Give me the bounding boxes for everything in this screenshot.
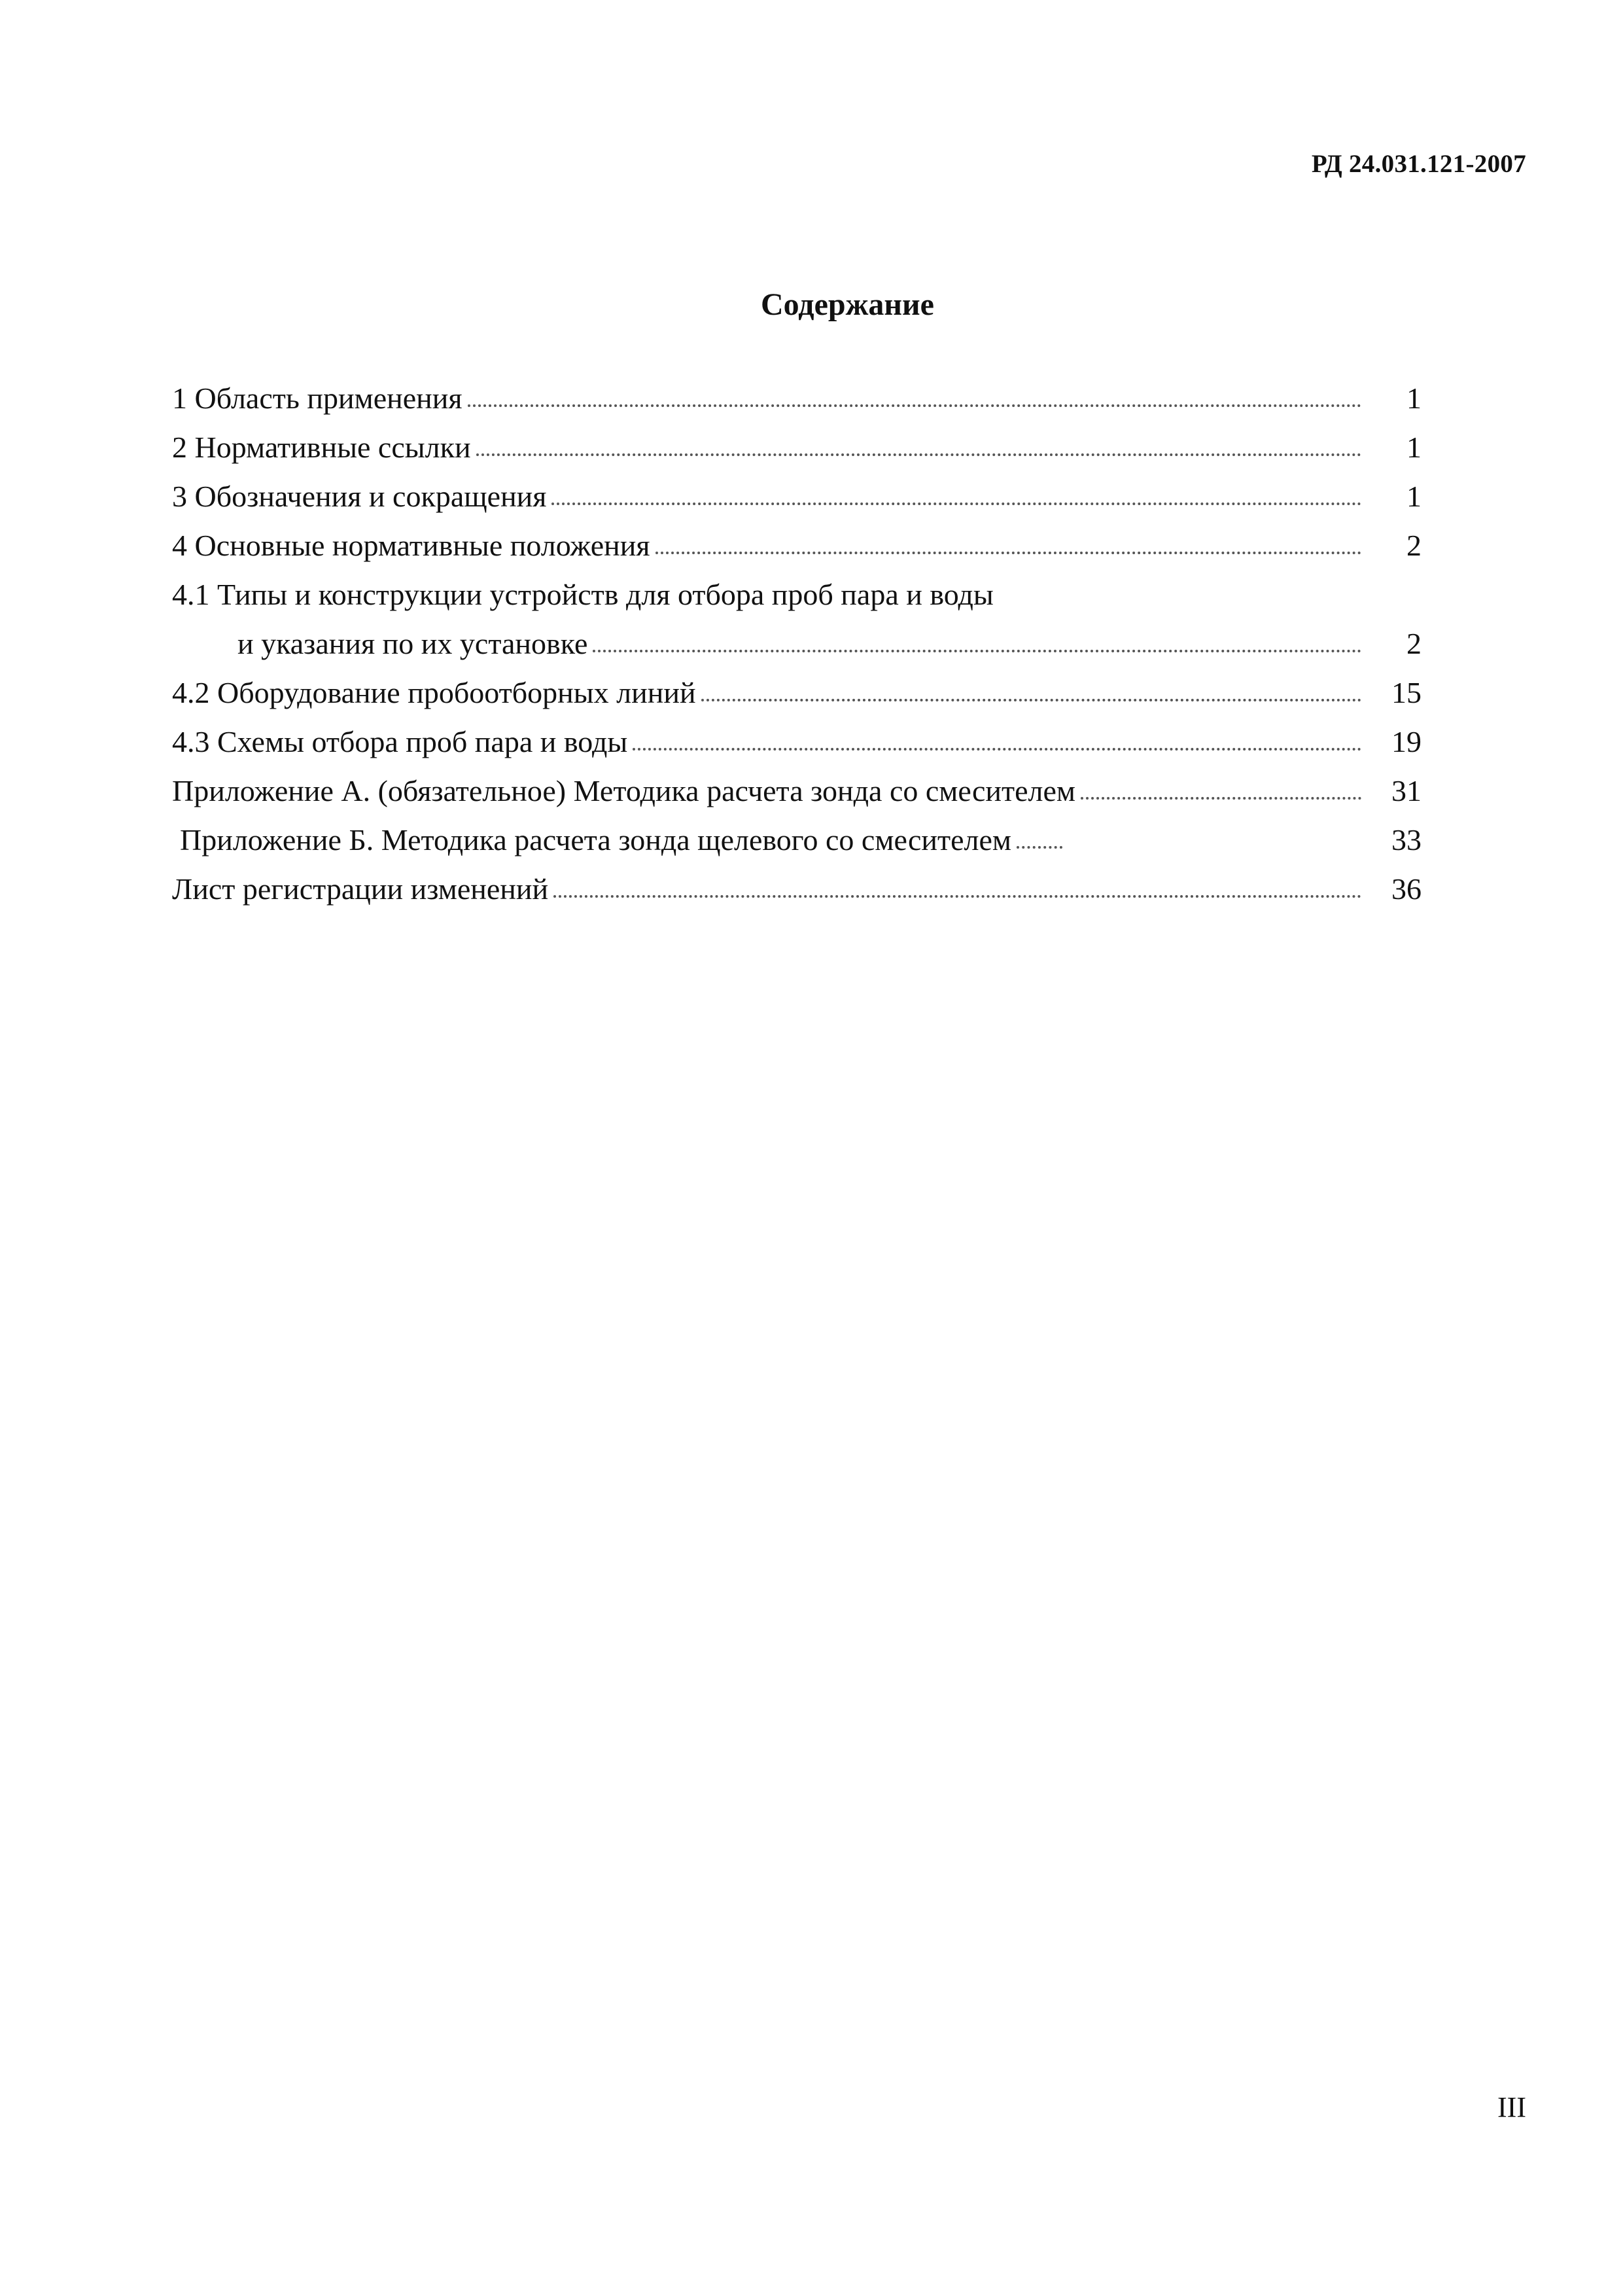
toc-entry-page: 1 — [1406, 480, 1422, 513]
page-number: III — [1497, 2091, 1526, 2123]
toc-entry-page: 2 — [1406, 627, 1422, 660]
toc-entry[interactable] — [172, 465, 1422, 514]
dot-leader — [593, 650, 1361, 652]
toc-entry[interactable] — [172, 661, 1422, 710]
toc-entry-label: 3 Обозначения и сокращения — [172, 480, 547, 513]
dot-leader — [655, 552, 1361, 554]
toc-entry[interactable] — [172, 514, 1422, 563]
toc-entry[interactable] — [172, 759, 1422, 808]
toc-entry[interactable] — [172, 563, 1422, 612]
toc-entry-label: 4.3 Схемы отбора проб пара и воды — [172, 725, 628, 758]
toc-entry-label: 4.1 Типы и конструкции устройств для отбора проб пара и воды — [172, 578, 994, 611]
toc-title: Содержание — [761, 287, 934, 322]
toc-entry-label: 4.2 Оборудование пробоотборных линий — [172, 676, 696, 709]
toc-entry-label: и указания по их установке — [237, 627, 588, 660]
toc-entry-label: 4 Основные нормативные положения — [172, 529, 650, 562]
toc-entry-page: 1 — [1406, 431, 1422, 464]
toc-entry-label: 1 Область применения — [172, 381, 462, 415]
toc-entry[interactable] — [172, 710, 1422, 759]
toc-entry-page: 31 — [1391, 774, 1422, 807]
toc-entry-label: Приложение Б. Методика расчета зонда щелевого со смесителем — [180, 823, 1012, 857]
toc-entry-label: 2 Нормативные ссылки — [172, 431, 471, 464]
dot-leader — [701, 699, 1361, 701]
toc-entry-page: 15 — [1391, 676, 1422, 709]
dot-leader — [551, 503, 1361, 505]
dot-leader — [633, 748, 1361, 751]
toc-entry-page: 1 — [1406, 381, 1422, 415]
toc-entry-page: 2 — [1406, 529, 1422, 562]
document-code: РД 24.031.121-2007 — [1311, 150, 1526, 178]
toc-entry[interactable] — [172, 857, 1422, 906]
dot-leader — [1081, 797, 1361, 800]
dot-leader — [1017, 846, 1062, 849]
dot-leader — [468, 404, 1361, 407]
toc-entry-label: Лист регистрации изменений — [172, 872, 549, 906]
toc-entry[interactable] — [172, 366, 1422, 415]
dot-leader — [553, 895, 1361, 898]
table-of-contents — [172, 366, 1422, 906]
toc-entry[interactable] — [172, 415, 1422, 465]
toc-entry-label: Приложение А. (обязательное) Методика расчета зонда со смесителем — [172, 774, 1076, 807]
toc-entry[interactable] — [172, 808, 1422, 857]
toc-entry-page: 33 — [1391, 823, 1422, 857]
dot-leader — [476, 453, 1361, 456]
toc-entry-continuation[interactable] — [172, 612, 1422, 661]
toc-entry-page: 36 — [1391, 872, 1422, 906]
toc-entry-page: 19 — [1391, 725, 1422, 758]
